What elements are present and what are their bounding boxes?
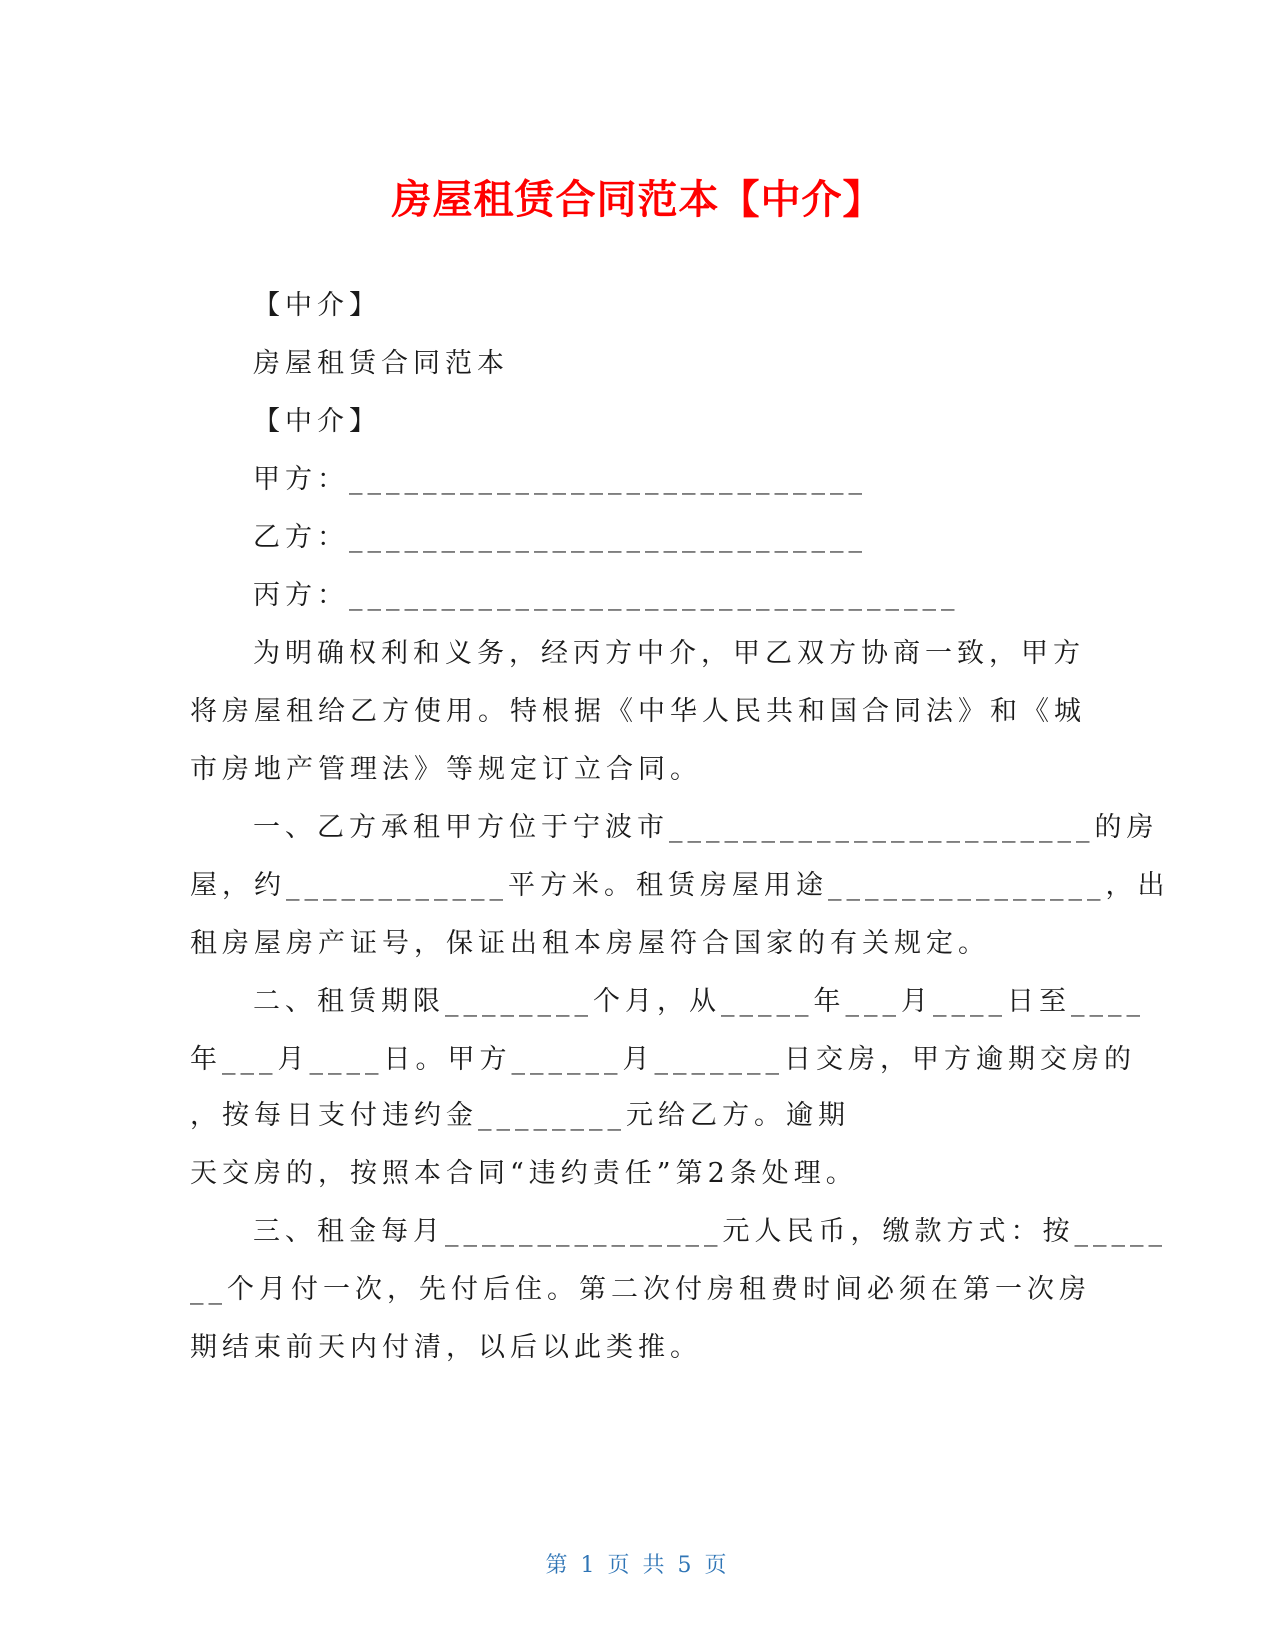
paragraph-line: 三、租金每月_______________元人民币，缴款方式：按_____ (253, 1216, 1167, 1247)
paragraph-line: 期结束前天内付清，以后以此类推。 (190, 1332, 702, 1363)
paragraph-line: 房屋租赁合同范本 (253, 348, 509, 379)
paragraph-line: 将房屋租给乙方使用。特根据《中华人民共和国合同法》和《城 (190, 696, 1086, 727)
paragraph-line: 一、乙方承租甲方位于宁波市_______________________的房 (253, 812, 1159, 843)
paragraph-line: 天交房的，按照本合同“违约责任”第2条处理。 (190, 1158, 858, 1189)
party-b-line: 乙方：____________________________ (253, 522, 867, 553)
paragraph-line: 屋，约____________平方米。租赁房屋用途_______________，出 (190, 870, 1170, 901)
paragraph-line: 为明确权利和义务，经丙方中介，甲乙双方协商一致，甲方 (253, 638, 1085, 669)
party-a-line: 甲方：____________________________ (253, 464, 867, 495)
paragraph-line: 年___月____日。甲方______月_______日交房，甲方逾期交房的 (190, 1044, 1136, 1075)
paragraph-line: ，按每日支付违约金________元给乙方。逾期 (190, 1100, 850, 1131)
paragraph-line: __个月付一次，先付后住。第二次付房租费时间必须在第一次房 (190, 1274, 1091, 1305)
paragraph-line: 租房屋房产证号，保证出租本房屋符合国家的有关规定。 (190, 928, 990, 959)
page-footer: 第 1 页 共 5 页 (545, 1553, 730, 1578)
document-title: 房屋租赁合同范本【中介】 (391, 177, 884, 223)
paragraph-line: 【中介】 (253, 290, 381, 321)
party-c-line: 丙方：_________________________________ (253, 580, 960, 611)
paragraph-line: 【中介】 (253, 406, 381, 437)
paragraph-line: 二、租赁期限________个月，从_____年___月____日至____ (253, 986, 1145, 1017)
paragraph-line: 市房地产管理法》等规定订立合同。 (190, 754, 702, 785)
